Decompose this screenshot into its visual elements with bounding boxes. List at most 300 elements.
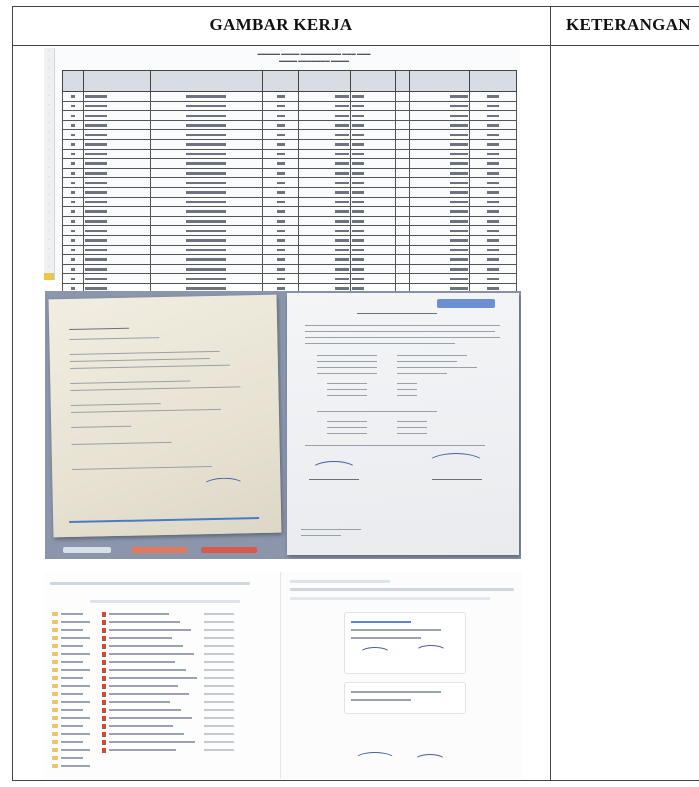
sheet-cell <box>83 159 150 169</box>
blurred-text <box>85 172 107 175</box>
sheet-cell <box>83 245 150 255</box>
sheet-cell <box>395 264 409 274</box>
blurred-text <box>450 162 468 165</box>
sheet-cell <box>350 159 395 169</box>
file-name <box>109 661 175 663</box>
row-number-mark: · <box>48 246 50 252</box>
sheet-cell <box>150 226 263 236</box>
blurred-text <box>71 258 75 261</box>
blurred-text <box>186 230 226 233</box>
blurred-text <box>186 287 226 290</box>
sheet-cell <box>395 101 409 111</box>
pdf-file-icon <box>102 660 106 665</box>
sheet-cell <box>299 264 350 274</box>
sheet-cell <box>299 168 350 178</box>
sheet-cell <box>395 207 409 217</box>
sheet-row <box>63 111 517 121</box>
nav-pane-label <box>61 701 90 703</box>
file-name <box>109 701 170 703</box>
sheet-cell <box>63 92 84 102</box>
sheet-cell <box>469 92 516 102</box>
nav-pane-label <box>61 685 90 687</box>
sheet-cell <box>263 235 299 245</box>
sheet-cell <box>150 130 263 140</box>
file-name <box>109 733 184 735</box>
sheet-cell <box>299 197 350 207</box>
sheet-cell <box>395 130 409 140</box>
sheet-cell <box>263 207 299 217</box>
sheet-cell <box>350 216 395 226</box>
blurred-text <box>85 191 107 194</box>
blurred-text <box>487 249 499 252</box>
sheet-cell <box>150 168 263 178</box>
file-name <box>109 669 186 671</box>
sheet-row <box>63 207 517 217</box>
file-date <box>204 653 234 655</box>
blurred-text <box>277 258 285 261</box>
blurred-text <box>85 115 107 118</box>
row-number-mark: · <box>48 147 50 153</box>
sheet-cell <box>409 226 469 236</box>
sheet-cell <box>299 120 350 130</box>
sheet-cell <box>409 101 469 111</box>
sheet-cell <box>83 255 150 265</box>
blurred-text <box>277 105 285 108</box>
nav-pane-label <box>61 669 90 671</box>
blurred-text <box>487 201 499 204</box>
blurred-text <box>450 220 468 223</box>
blurred-text <box>85 220 107 223</box>
blurred-text <box>487 153 499 156</box>
blurred-text <box>352 287 364 290</box>
blurred-text <box>450 239 468 242</box>
sheet-cell <box>469 255 516 265</box>
col-header <box>63 71 84 92</box>
sheet-cell <box>395 139 409 149</box>
col-header <box>150 71 263 92</box>
folder-icon <box>52 620 58 624</box>
blurred-text <box>352 95 364 98</box>
blurred-text <box>277 172 285 175</box>
file-date <box>204 741 234 743</box>
file-date <box>204 629 234 631</box>
sheet-row <box>63 235 517 245</box>
sheet-cell <box>150 255 263 265</box>
sheet-row <box>63 216 517 226</box>
file-date <box>204 701 234 703</box>
folder-icon <box>52 676 58 680</box>
blurred-text <box>71 287 75 290</box>
pdf-file-icon <box>102 732 106 737</box>
sheet-cell <box>150 120 263 130</box>
row-number-mark: · <box>48 156 50 162</box>
blurred-text <box>85 239 107 242</box>
pdf-file-icon <box>102 676 106 681</box>
blurred-text <box>352 162 364 165</box>
row-number-mark: · <box>48 129 50 135</box>
blurred-text <box>335 201 349 204</box>
sheet-cell <box>299 139 350 149</box>
file-explorer-screenshot <box>44 572 281 779</box>
blurred-text <box>352 258 364 261</box>
sheet-cell <box>350 235 395 245</box>
sheet-cell <box>409 264 469 274</box>
letterhead-logo <box>437 299 495 308</box>
blurred-text <box>352 153 364 156</box>
blurred-text <box>352 239 364 242</box>
blurred-text <box>352 249 364 252</box>
col-header <box>409 71 469 92</box>
sheet-cell <box>63 226 84 236</box>
blurred-text <box>85 249 107 252</box>
sheet-cell <box>350 139 395 149</box>
sheet-cell <box>395 197 409 207</box>
blurred-text <box>71 278 75 281</box>
blurred-text <box>277 201 285 204</box>
nav-pane-label <box>61 693 83 695</box>
sheet-cell <box>263 187 299 197</box>
sheet-cell <box>263 255 299 265</box>
sheet-cell <box>83 226 150 236</box>
sheet-cell <box>350 264 395 274</box>
pdf-file-icon <box>102 620 106 625</box>
signature-mark <box>202 477 244 494</box>
sheet-cell <box>299 159 350 169</box>
col-header <box>350 71 395 92</box>
sheet-cell <box>299 255 350 265</box>
row-number-mark: · <box>48 174 50 180</box>
folder-icon <box>52 716 58 720</box>
blurred-text <box>450 191 468 194</box>
sheet-cell <box>83 235 150 245</box>
sheet-cell <box>63 274 84 284</box>
sheet-cell <box>350 207 395 217</box>
sheet-cell <box>263 92 299 102</box>
blurred-text <box>85 268 107 271</box>
sheet-cell <box>395 255 409 265</box>
sheet-row <box>63 120 517 130</box>
blurred-text <box>487 258 499 261</box>
sheet-cell <box>299 187 350 197</box>
blurred-text <box>352 172 364 175</box>
nav-pane-label <box>61 613 83 615</box>
sheet-row <box>63 139 517 149</box>
sheet-cell <box>409 187 469 197</box>
pdf-file-icon <box>102 716 106 721</box>
blurred-text <box>71 220 75 223</box>
sheet-cell <box>263 139 299 149</box>
sheet-cell <box>83 92 150 102</box>
nav-pane-label <box>61 621 90 623</box>
blurred-text <box>186 210 226 213</box>
blurred-text <box>487 134 499 137</box>
blurred-text <box>85 201 107 204</box>
sheet-cell <box>63 178 84 188</box>
blurred-text <box>487 105 499 108</box>
sheet-cell <box>63 216 84 226</box>
sheet-cell <box>469 101 516 111</box>
blurred-text <box>487 115 499 118</box>
sheet-cell <box>469 216 516 226</box>
sheet-cell <box>150 101 263 111</box>
blurred-text <box>277 182 285 185</box>
blurred-text <box>71 191 75 194</box>
blurred-text <box>335 287 349 290</box>
sheet-cell <box>263 274 299 284</box>
blurred-text <box>335 95 349 98</box>
blurred-text <box>335 239 349 242</box>
blurred-text <box>487 210 499 213</box>
sheet-cell <box>395 216 409 226</box>
blurred-text <box>71 172 75 175</box>
sheet-cell <box>350 111 395 121</box>
sheet-row <box>63 92 517 102</box>
sheet-cell <box>63 245 84 255</box>
sheet-cell <box>83 264 150 274</box>
sheet-cell <box>409 274 469 284</box>
file-date <box>204 733 234 735</box>
blurred-text <box>85 153 107 156</box>
row-number-mark: · <box>48 264 50 270</box>
file-date <box>204 645 234 647</box>
col-header <box>395 71 409 92</box>
blurred-text <box>335 105 349 108</box>
sheet-cell <box>469 197 516 207</box>
blurred-text <box>85 210 107 213</box>
blurred-text <box>335 153 349 156</box>
row-number-mark: · <box>48 75 50 81</box>
nav-pane-label <box>61 749 90 751</box>
row-number-mark: · <box>48 219 50 225</box>
blurred-text <box>450 287 468 290</box>
folder-icon <box>52 756 58 760</box>
file-date <box>204 669 234 671</box>
sheet-cell <box>350 255 395 265</box>
file-name <box>109 709 181 711</box>
sheet-cell <box>395 187 409 197</box>
blurred-text <box>335 258 349 261</box>
nav-pane-label <box>61 653 90 655</box>
sheet-cell <box>83 149 150 159</box>
pdf-file-icon <box>102 740 106 745</box>
sheet-row <box>63 178 517 188</box>
sheet-cell <box>150 274 263 284</box>
blurred-text <box>335 220 349 223</box>
nav-pane-label <box>61 733 90 735</box>
sheet-cell <box>350 130 395 140</box>
sheet-cell <box>263 178 299 188</box>
blurred-text <box>277 230 285 233</box>
file-name <box>109 725 173 727</box>
blurred-text <box>85 143 107 146</box>
row-number-mark: · <box>48 57 50 63</box>
row-number-mark: · <box>48 201 50 207</box>
sheet-title-line: ▬▬▬▬▬ ▬▬▬▬ ▬▬▬▬▬▬▬▬▬ ▬▬▬ ▬▬▬ <box>257 51 371 56</box>
sheet-cell <box>150 92 263 102</box>
blurred-text <box>450 268 468 271</box>
sheet-cell <box>83 274 150 284</box>
sheet-cell <box>263 101 299 111</box>
folder-icon <box>52 628 58 632</box>
blurred-text <box>186 191 226 194</box>
sheet-cell <box>83 168 150 178</box>
blurred-text <box>450 153 468 156</box>
blurred-text <box>450 249 468 252</box>
row-number-mark: · <box>48 93 50 99</box>
blurred-text <box>85 258 107 261</box>
file-date <box>204 725 234 727</box>
sheet-cell <box>83 111 150 121</box>
sheet-cell <box>150 197 263 207</box>
sheet-cell <box>299 245 350 255</box>
file-date <box>204 613 234 615</box>
sheet-cell <box>150 149 263 159</box>
blurred-text <box>487 287 499 290</box>
pdf-file-icon <box>102 692 106 697</box>
spreadsheet-image <box>44 48 520 280</box>
nav-pane-label <box>61 709 83 711</box>
sheet-row <box>63 159 517 169</box>
sheet-row <box>63 130 517 140</box>
sheet-cell <box>263 197 299 207</box>
file-name <box>109 645 183 647</box>
folder-icon <box>52 612 58 616</box>
file-name <box>109 685 178 687</box>
sheet-cell <box>350 187 395 197</box>
blurred-text <box>186 172 226 175</box>
row-number-mark: · <box>48 255 50 261</box>
sheet-cell <box>409 235 469 245</box>
blurred-text <box>487 220 499 223</box>
sheet-cell <box>299 101 350 111</box>
sheet-row <box>63 187 517 197</box>
row-number-mark: · <box>48 228 50 234</box>
sheet-cell <box>150 216 263 226</box>
nav-pane-label <box>61 725 83 727</box>
folder-icon <box>52 764 58 768</box>
sheet-cell <box>263 245 299 255</box>
file-name <box>109 717 192 719</box>
blurred-text <box>352 278 364 281</box>
blurred-text <box>335 134 349 137</box>
pdf-preview-card <box>344 682 466 714</box>
sheet-cell <box>299 111 350 121</box>
blurred-text <box>352 210 364 213</box>
sheet-cell <box>63 159 84 169</box>
sheet-cell <box>469 178 516 188</box>
blurred-text <box>186 143 226 146</box>
blurred-text <box>85 124 107 127</box>
blurred-text <box>186 153 226 156</box>
blurred-text <box>335 172 349 175</box>
sheet-cell <box>63 187 84 197</box>
blurred-text <box>352 268 364 271</box>
sheet-cell <box>469 168 516 178</box>
selected-row-marker <box>44 273 54 280</box>
sheet-row <box>63 264 517 274</box>
blurred-text <box>335 191 349 194</box>
blurred-text <box>71 249 75 252</box>
row-number-mark: · <box>48 120 50 126</box>
pdf-file-icon <box>102 684 106 689</box>
blurred-text <box>487 143 499 146</box>
blurred-text <box>277 153 285 156</box>
sheet-cell <box>409 130 469 140</box>
folder-icon <box>52 708 58 712</box>
sheet-cell <box>83 120 150 130</box>
blurred-text <box>352 124 364 127</box>
sheet-cell <box>263 168 299 178</box>
row-number-mark: · <box>48 210 50 216</box>
pdf-file-icon <box>102 668 106 673</box>
sheet-row <box>63 101 517 111</box>
blurred-text <box>186 278 226 281</box>
sheet-cell <box>299 274 350 284</box>
sheet-cell <box>395 92 409 102</box>
sheet-cell <box>63 101 84 111</box>
screenshots-image <box>44 572 522 779</box>
sheet-table <box>62 70 517 303</box>
file-date <box>204 677 234 679</box>
blurred-text <box>71 124 75 127</box>
blurred-text <box>186 134 226 137</box>
nav-pane-label <box>61 757 83 759</box>
sheet-cell <box>395 120 409 130</box>
sheet-cell <box>83 216 150 226</box>
sheet-cell <box>63 120 84 130</box>
blurred-text <box>335 230 349 233</box>
sheet-cell <box>299 216 350 226</box>
sheet-cell <box>263 159 299 169</box>
blurred-text <box>487 278 499 281</box>
blurred-text <box>186 201 226 204</box>
blurred-text <box>277 162 285 165</box>
sheet-cell <box>263 149 299 159</box>
file-date <box>204 709 234 711</box>
blurred-text <box>85 287 107 290</box>
sheet-cell <box>263 226 299 236</box>
blurred-text <box>277 95 285 98</box>
blurred-text <box>71 268 75 271</box>
sheet-cell <box>469 130 516 140</box>
nav-pane-label <box>61 629 83 631</box>
sheet-cell <box>469 264 516 274</box>
sheet-cell <box>263 111 299 121</box>
blurred-text <box>85 230 107 233</box>
file-name <box>109 613 169 615</box>
blurred-text <box>277 210 285 213</box>
blurred-text <box>71 95 75 98</box>
blurred-text <box>335 124 349 127</box>
sheet-cell <box>409 207 469 217</box>
file-name <box>109 653 194 655</box>
folder-icon <box>52 732 58 736</box>
col-header <box>469 71 516 92</box>
blurred-text <box>335 268 349 271</box>
sheet-row <box>63 197 517 207</box>
sheet-cell <box>63 111 84 121</box>
sheet-cell <box>299 226 350 236</box>
folder-icon <box>52 692 58 696</box>
blurred-text <box>450 134 468 137</box>
folder-icon <box>52 684 58 688</box>
sheet-cell <box>409 245 469 255</box>
file-date <box>204 693 234 695</box>
folder-icon <box>52 644 58 648</box>
col-header <box>83 71 150 92</box>
sheet-cell <box>350 92 395 102</box>
blurred-text <box>487 230 499 233</box>
